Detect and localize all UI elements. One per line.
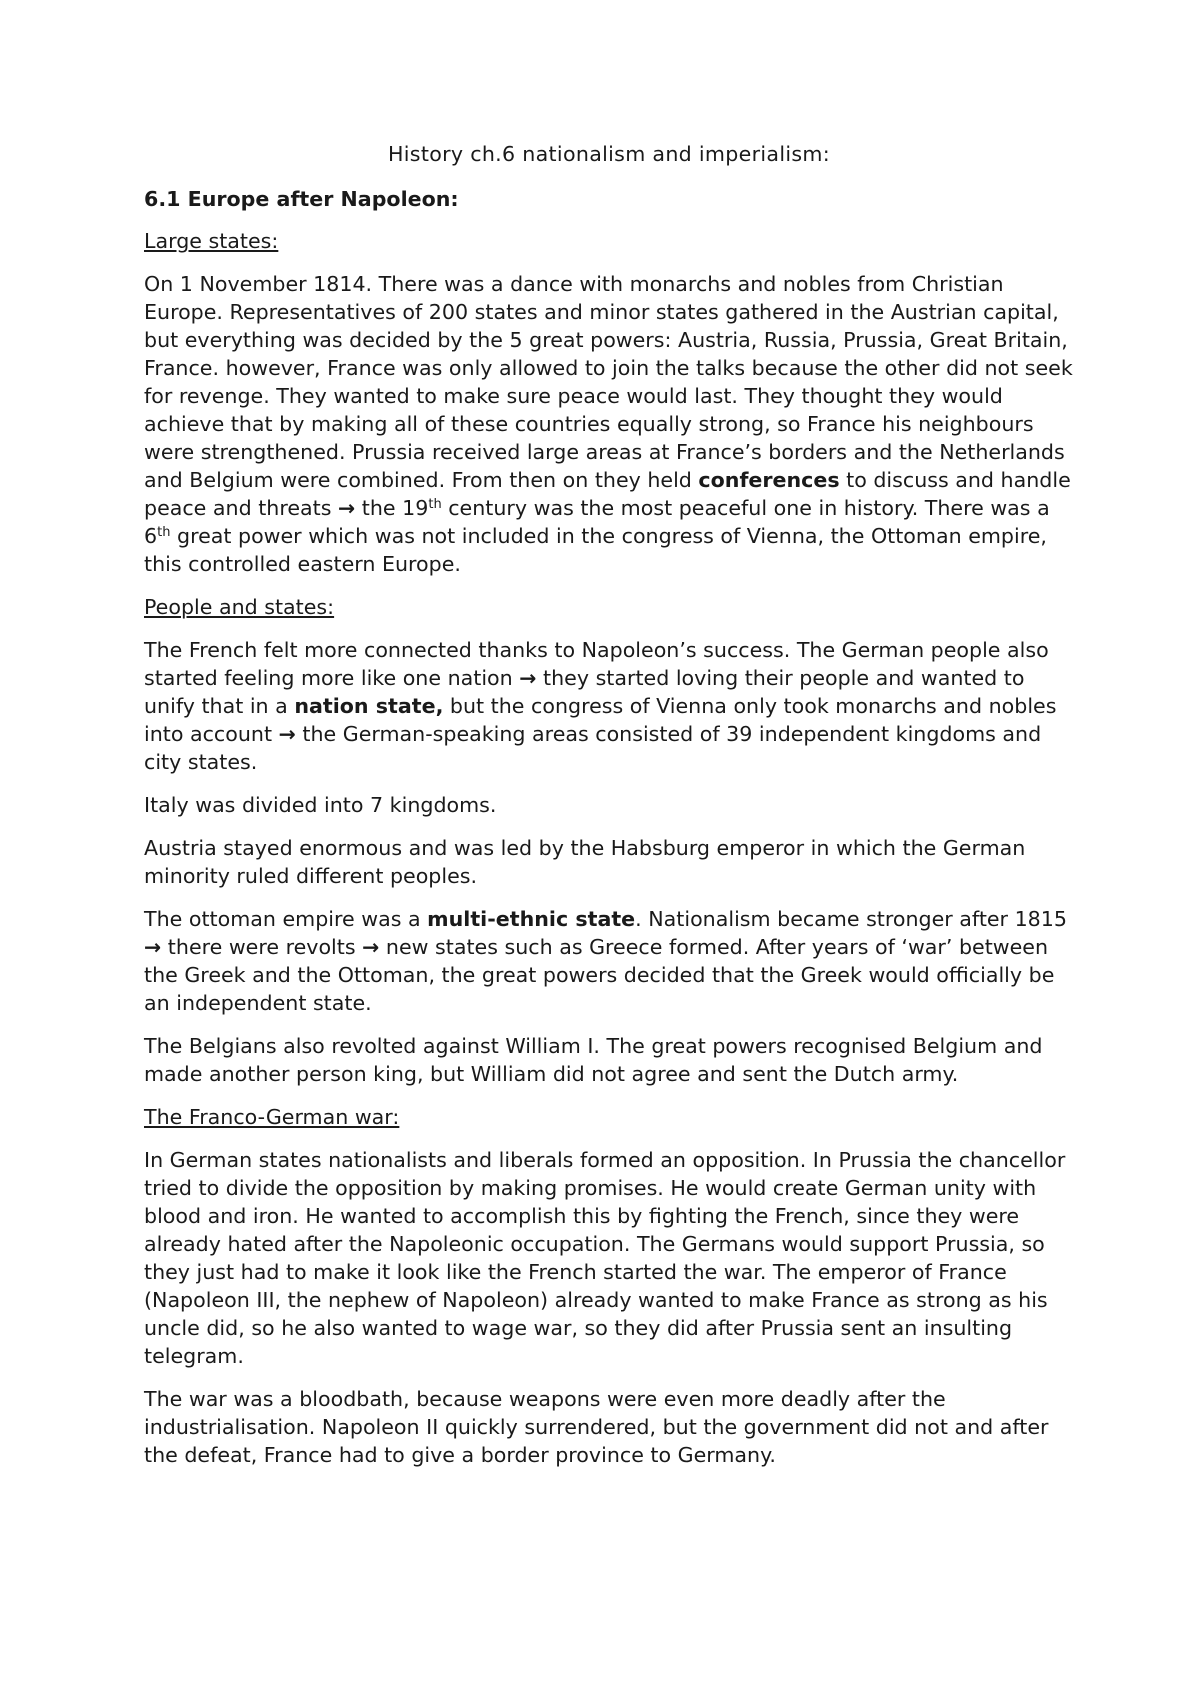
arrow-icon: → xyxy=(278,722,296,746)
arrow-icon: → xyxy=(519,666,537,690)
paragraph-italy: Italy was divided into 7 kingdoms. xyxy=(144,793,497,817)
subheading-people-states: People and states: xyxy=(144,595,335,619)
paragraph-war-bloodbath: The war was a bloodbath, because weapons were even more deadly after the industrialisation. Napoleon II quickly surrendered, but the government did not and after the defeat, France had to give a border province to Germany. xyxy=(144,1387,1049,1467)
bold-term-multi-ethnic-state: multi-ethnic state xyxy=(427,907,636,931)
arrow-icon: → xyxy=(144,935,162,959)
paragraph-large-states: On 1 November 1814. There was a dance with monarchs and nobles from Christian Europe. Representatives of 200 states and minor states gathered in the Austrian capital, but everything was decided by the 5 great powers: Austria, Russia, Prussia, Great Britain, France. however, France was only allowed to join the talks because the other did not seek for revenge. They wanted to make sure peace would last. They thought they would achieve that by making all of these countries equally strong, so France his neighbours were strengthened. Prussia received large areas at France’s borders and the Netherlands and Belgium were combined. From then on they held conferences to discuss and handle peace and threats → the 19th century was the most peaceful one in history. There was a 6th great power which was not included in the congress of Vienna, the Ottoman empire, this controlled eastern Europe. xyxy=(144,272,1073,576)
document-page xyxy=(144,140,1074,1484)
subheading-franco-german-war: The Franco-German war: xyxy=(144,1105,400,1129)
arrow-icon: → xyxy=(337,496,356,520)
arrow-icon: → xyxy=(362,935,380,959)
paragraph-austria: Austria stayed enormous and was led by the Habsburg emperor in which the German minority ruled different peoples. xyxy=(144,836,1026,888)
bold-term-nation-state: nation state, xyxy=(294,694,444,718)
document-title: History ch.6 nationalism and imperialism: xyxy=(388,142,830,166)
bold-term-conferences: conferences xyxy=(698,468,840,492)
paragraph-ottoman: The ottoman empire was a multi-ethnic state. Nationalism became stronger after 1815 → there were revolts → new states such as Greece formed. After years of ‘war’ between the Greek and the Ottoman, the great powers decided that the Greek would officially be an independent state. xyxy=(144,907,1067,1015)
section-heading: 6.1 Europe after Napoleon: xyxy=(144,187,459,211)
paragraph-people-nation: The French felt more connected thanks to Napoleon’s success. The German people also started feeling more like one nation → they started loving their people and wanted to unify that in a nation state, but the congress of Vienna only took monarchs and nobles into account → the German-speaking areas consisted of 39 independent kingdoms and city states. xyxy=(144,638,1057,774)
paragraph-german-opposition: In German states nationalists and liberals formed an opposition. In Prussia the chancellor tried to divide the opposition by making promises. He would create German unity with blood and iron. He wanted to accomplish this by fighting the French, since they were already hated after the Napoleonic occupation. The Germans would support Prussia, so they just had to make it look like the French started the war. The emperor of France (Napoleon III, the nephew of Napoleon) already wanted to make France as strong as his uncle did, so he also wanted to wage war, so they did after Prussia sent an insulting telegram. xyxy=(144,1148,1066,1368)
subheading-large-states: Large states: xyxy=(144,229,279,253)
paragraph-belgians: The Belgians also revolted against William I. The great powers recognised Belgium and made another person king, but William did not agree and sent the Dutch army. xyxy=(144,1034,1043,1086)
